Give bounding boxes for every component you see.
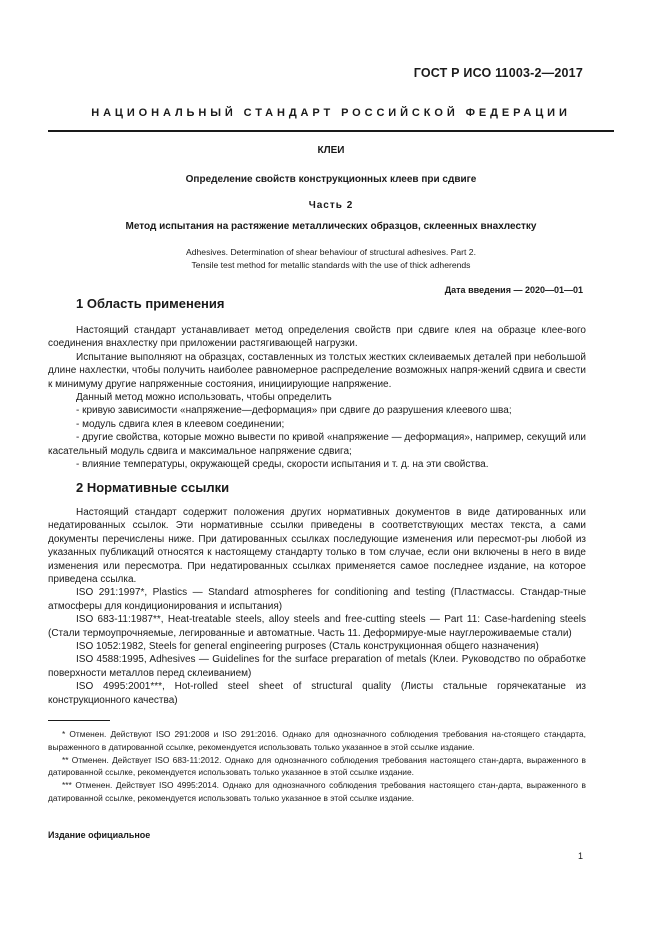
paragraph: Испытание выполняют на образцах, составленных из толстых жестких склеиваемых деталей при небольшой длине нахлестки, чтобы получить наиболее равномерное распределение возможных напря-жений сдвига и свести к минимуму другие напряженные состояния, инициирующие напряжение. (48, 351, 586, 390)
paragraph: Настоящий стандарт содержит положения других нормативных документов в виде датированных или недатированных ссылок. Эти нормативные ссылки приведены в соответствующих местах текста, а сами документы перечислены ниже. При датированных ссылках последующие изменения или пересмот-ры любой из указанных публикаций относятся к настоящему стандарту только в том случае, если они включены в него в виде изменения или пересмотра. При недатированных ссылках применяется самое последнее издание, на которое приведена ссылка. (48, 507, 586, 586)
header-rule (48, 130, 614, 132)
paragraph: Настоящий стандарт устанавливает метод определения свойств при сдвиге клея на образце клее-вого соединения внахлестку при приложении растягивающей нагрузки. (48, 325, 586, 350)
footnote: ** Отменен. Действует ISO 683-11:2012. Однако для однозначного соблюдения требования настоящего стан-дарта, выраженного в датированной ссылке, рекомендуется использовать только указанное в этой ссылке издание. (48, 754, 586, 778)
list-item: - кривую зависимости «напряжение—деформация» при сдвиге до разрушения клеевого шва; (76, 405, 512, 417)
list-item: - модуль сдвига клея в клеевом соединении; (76, 418, 285, 430)
list-item: - влияние температуры, окружающей среды, скорости испытания и т. д. на эти свойства. (76, 459, 489, 471)
page-number: 1 (577, 851, 583, 861)
english-title-line-1: Adhesives. Determination of shear behaviour of structural adhesives. Part 2. (186, 247, 476, 257)
footnotes (48, 728, 586, 805)
section-2-text (48, 506, 586, 707)
reference-item: ISO 4588:1995, Adhesives — Guidelines for the surface preparation of metals (Клеи. Руководство по обработке поверхности металлов перед склеиванием) (48, 654, 586, 679)
footnote-separator (48, 720, 110, 721)
footnote: *** Отменен. Действует ISO 4995:2014. Однако для однозначного соблюдения требования настоящего стан-дарта, выраженного в датированной ссылке, рекомендуется использовать только указанное в этой ссылке издание. (48, 780, 586, 803)
section-2-heading: 2 Нормативные ссылки (76, 480, 230, 495)
national-standard-title: НАЦИОНАЛЬНЫЙ СТАНДАРТ РОССИЙСКОЙ ФЕДЕРАЦИИ (91, 107, 571, 119)
reference-item: ISO 1052:1982, Steels for general engineering purposes (Сталь конструкционная общего назначения) (76, 641, 539, 653)
standard-subtitle: Определение свойств конструкционных клеев при сдвиге (185, 174, 477, 185)
section-1-heading: 1 Область применения (76, 296, 225, 311)
official-edition-label: Издание официальное (48, 830, 151, 840)
list-item: - другие свойства, которые можно вывести по кривой «напряжение — деформация», например, секущий или касательный модуль сдвига и максимальное напряжение сдвига; (48, 432, 586, 457)
method-title: Метод испытания на растяжение металлических образцов, склеенных внахлестку (125, 221, 537, 232)
standard-title: КЛЕИ (317, 145, 345, 156)
reference-item: ISO 4995:2001***, Hot-rolled steel sheet of structural quality (Листы стальные горячекатаные из конструкционного качества) (48, 681, 586, 706)
paragraph: Данный метод можно использовать, чтобы определить (76, 392, 332, 404)
english-title-line-2: Tensile test method for metallic standards with the use of thick adherends (191, 260, 471, 270)
introduction-date: Дата введения — 2020—01—01 (444, 285, 583, 295)
reference-item: ISO 291:1997*, Plastics — Standard atmospheres for conditioning and testing (Пластмассы. Стандар-тные атмосферы для кондиционирования и испытания) (48, 587, 586, 612)
english-title (48, 246, 614, 272)
footnote: * Отменен. Действуют ISO 291:2008 и ISO 291:2016. Однако для однозначного соблюдения требования на-стоящего стандарта, выраженного в датированной ссылке, рекомендуется использовать только указанное в этой ссылке издание. (48, 729, 586, 752)
section-1-text (48, 324, 586, 471)
reference-item: ISO 683-11:1987**, Heat-treatable steels, alloy steels and free-cutting steels — Part 11: Case-hardening steels (Стали термоупрочняемые, легированные и автоматные. Часть 11. Деформируе-мые науглероживаемые стали) (48, 614, 586, 639)
document-number: ГОСТ Р ИСО 11003-2—2017 (413, 66, 583, 80)
part-label: Часть 2 (308, 200, 354, 211)
